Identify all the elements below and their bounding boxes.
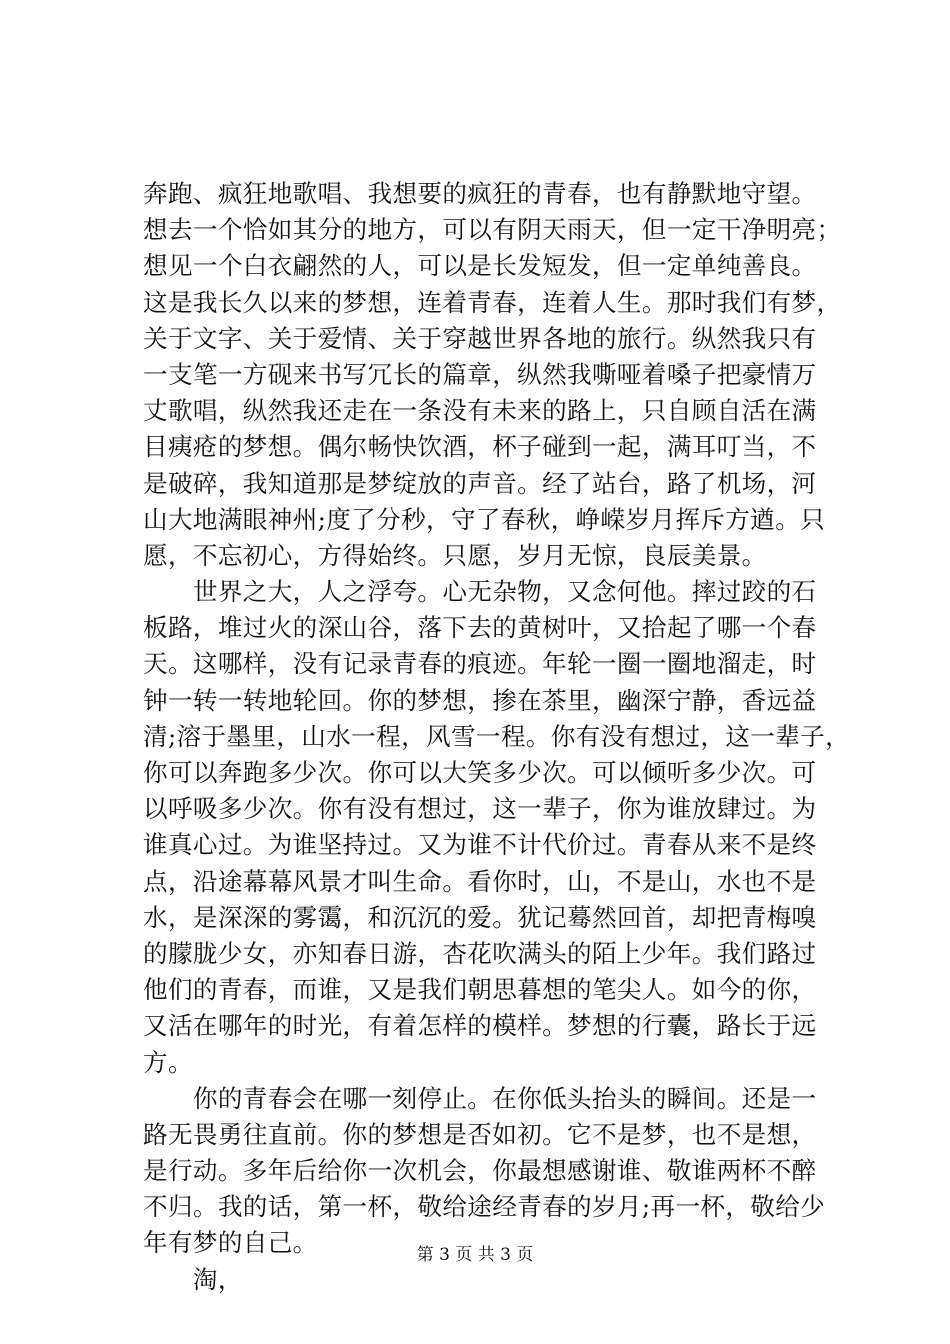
- text-line: 丈歌唱，纵然我还走在一条没有未来的路上，只自顾自活在满: [143, 396, 817, 426]
- text-line: 又活在哪年的时光，有着怎样的模样。梦想的行囊，路长于远: [143, 1011, 817, 1041]
- text-line: 板路，堆过火的深山谷，落下去的黄树叶，又拾起了哪一个春: [143, 613, 817, 643]
- document-body: [143, 176, 851, 1298]
- text-line: 是行动。多年后给你一次机会，你最想感谢谁、敬谁两杯不醉: [143, 1156, 817, 1186]
- page-number-label: 第 3 页 共 3 页: [416, 1245, 534, 1265]
- text-line: 不归。我的话，第一杯，敬给途经青春的岁月;再一杯，敬给少: [143, 1192, 826, 1222]
- text-line: 你可以奔跑多少次。你可以大笑多少次。可以倾听多少次。可: [143, 758, 817, 787]
- text-line: 的朦胧少女，亦知春日游，杏花吹满头的陌上少年。我们路过: [143, 938, 817, 968]
- text-line: 他们的青春，而谁，又是我们朝思暮想的笔尖人。如今的你，: [143, 975, 817, 1005]
- text-line: 这是我长久以来的梦想，连着青春，连着人生。那时我们有梦，: [143, 287, 842, 317]
- text-line: 天。这哪样，没有记录青春的痕迹。年轮一圈一圈地溜走，时: [143, 649, 817, 679]
- text-line: 奔跑、疯狂地歌唱、我想要的疯狂的青春，也有静默地守望。: [143, 179, 817, 208]
- page-footer: [0, 1244, 950, 1266]
- text-line: 路无畏勇往直前。你的梦想是否如初。它不是梦，也不是想，: [143, 1119, 817, 1149]
- text-line: 方。: [143, 1047, 193, 1077]
- text-line: 目痍疮的梦想。偶尔畅快饮酒，杯子碰到一起，满耳叮当，不: [143, 432, 817, 462]
- text-line: 愿，不忘初心，方得始终。只愿，岁月无惊，良辰美景。: [143, 540, 767, 570]
- text-line: 清;溶于墨里，山水一程，风雪一程。你有没有想过，这一辈子，: [143, 721, 851, 751]
- text-line: 钟一转一转地轮回。你的梦想，掺在茶里，幽深宁静，香远益: [143, 685, 817, 715]
- text-line: 想见一个白衣翩然的人，可以是长发短发，但一定单纯善良。: [143, 251, 817, 281]
- text-line: 淘，: [143, 1264, 243, 1294]
- text-line: 年有梦的自己。: [143, 1228, 318, 1258]
- text-line: 你的青春会在哪一刻停止。在你低头抬头的瞬间。还是一: [143, 1083, 817, 1113]
- text-line: 世界之大，人之浮夸。心无杂物，又念何他。摔过跤的石: [143, 577, 817, 607]
- text-line: 水，是深深的雾霭，和沉沉的爱。犹记蓦然回首，却把青梅嗅: [143, 902, 817, 932]
- text-line: 谁真心过。为谁坚持过。又为谁不计代价过。青春从来不是终: [143, 830, 817, 860]
- text-line: 点，沿途幕幕风景才叫生命。看你时，山，不是山，水也不是: [143, 866, 817, 896]
- text-line: 山大地满眼神州;度了分秒，守了春秋，峥嵘岁月挥斥方遒。只: [143, 504, 826, 534]
- text-line: 以呼吸多少次。你有没有想过，这一辈子，你为谁放肆过。为: [143, 794, 817, 824]
- text-line: 想去一个恰如其分的地方，可以有阴天雨天，但一定干净明亮；: [143, 215, 842, 245]
- text-line: 关于文字、关于爱情、关于穿越世界各地的旅行。纵然我只有: [143, 323, 817, 353]
- text-line: 是破碎，我知道那是梦绽放的声音。经了站台，路了机场，河: [143, 468, 817, 498]
- text-line: 一支笔一方砚来书写冗长的篇章，纵然我嘶哑着嗓子把豪情万: [143, 359, 817, 389]
